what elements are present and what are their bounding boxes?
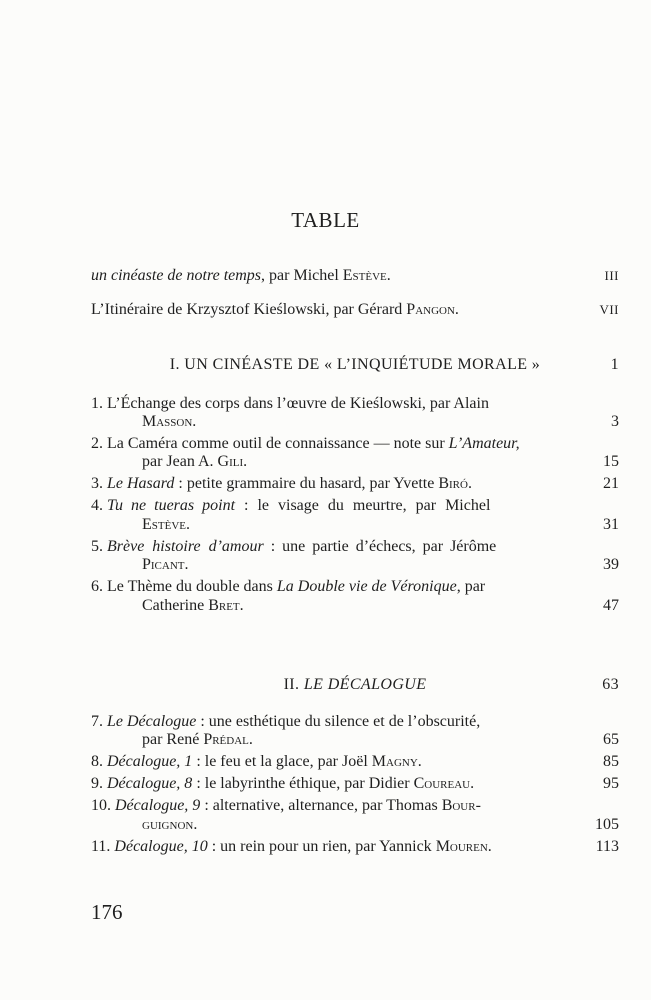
page-number: 47 bbox=[603, 597, 619, 614]
toc-entry-5 bbox=[91, 537, 619, 557]
entry-author: Estève. bbox=[342, 267, 391, 284]
toc-entry-7 bbox=[91, 712, 619, 732]
section-label-italic: LE DÉCALOGUE bbox=[303, 676, 427, 693]
page-number: 31 bbox=[603, 516, 619, 533]
entry-number: 9. bbox=[91, 775, 103, 792]
toc-entry-preface bbox=[91, 266, 619, 286]
toc-entry-2 bbox=[91, 434, 619, 454]
entry-author: Prédal. bbox=[203, 731, 253, 748]
entry-author: Coureau. bbox=[413, 775, 475, 792]
entry-italic-title: Décalogue, 8 bbox=[107, 775, 193, 792]
toc-entry-6-cont bbox=[142, 596, 619, 616]
entry-text-end: , par bbox=[456, 578, 486, 595]
entry-author: Pangon. bbox=[406, 301, 459, 318]
page-number: 39 bbox=[603, 556, 619, 573]
entry-number: 6. bbox=[91, 578, 103, 595]
section-label: II. bbox=[283, 676, 304, 693]
toc-entry-8 bbox=[91, 752, 619, 772]
entry-author: Magny. bbox=[371, 753, 422, 770]
entry-author: Masson. bbox=[142, 413, 197, 430]
page-number: 21 bbox=[603, 475, 619, 492]
entry-author: Biró. bbox=[438, 475, 472, 492]
entry-number: 3. bbox=[91, 475, 103, 492]
entry-number: 8. bbox=[91, 753, 103, 770]
entry-text: : le labyrinthe éthique, par Didier bbox=[192, 775, 414, 792]
entry-text: : une partie d’échecs, par Jérôme bbox=[263, 538, 497, 555]
toc-entry-4 bbox=[91, 496, 619, 516]
entry-author: guignon. bbox=[142, 816, 198, 833]
page-number: 1 bbox=[610, 356, 619, 373]
toc-entry-6 bbox=[91, 577, 619, 597]
entry-text: 1. L’Échange des corps dans l’œuvre de Kieślowski, par Alain bbox=[91, 395, 489, 412]
page-number: 15 bbox=[603, 453, 619, 470]
entry-text: : le visage du meurtre, par Michel bbox=[235, 497, 491, 514]
toc-entry-4-cont bbox=[142, 515, 619, 535]
toc-entry-9 bbox=[91, 774, 619, 794]
toc-entry-5-cont bbox=[142, 555, 619, 575]
toc-entry-7-cont bbox=[142, 730, 619, 750]
page-number: 113 bbox=[595, 838, 619, 855]
page-title: TABLE bbox=[291, 208, 360, 232]
entry-italic-title: La Double vie de Véronique bbox=[276, 578, 457, 595]
entry-author: Bour- bbox=[441, 797, 481, 814]
entry-text: , par Michel bbox=[261, 267, 343, 284]
entry-text: : alternative, alternance, par Thomas bbox=[200, 797, 442, 814]
page-number: III bbox=[604, 268, 619, 283]
entry-author: Mouren. bbox=[435, 838, 492, 855]
section-heading-1 bbox=[91, 355, 619, 375]
toc-entry-itinerary bbox=[91, 300, 619, 320]
entry-text: : une esthétique du silence et de l’obscurité, bbox=[196, 713, 481, 730]
page-number: 95 bbox=[603, 775, 619, 792]
folio-page-number: 176 bbox=[91, 900, 123, 924]
toc-entry-10-cont bbox=[142, 815, 619, 835]
entry-text: L’Itinéraire de Krzysztof Kieślowski, par Gérard bbox=[91, 301, 407, 318]
section-heading-2 bbox=[91, 675, 619, 695]
toc-entry-2-cont bbox=[142, 452, 619, 472]
entry-text: : le feu et la glace, par Joël bbox=[192, 753, 372, 770]
entry-text: par Jean A. bbox=[142, 453, 218, 470]
entry-italic-title: Brève histoire d’amour bbox=[107, 538, 264, 555]
entry-italic-title: Décalogue, 9 bbox=[115, 797, 201, 814]
entry-text: : un rein pour un rien, par Yannick bbox=[207, 838, 436, 855]
toc-entry-10 bbox=[91, 796, 619, 816]
toc-entry-1 bbox=[91, 394, 619, 414]
page-number: VII bbox=[599, 302, 619, 317]
entry-text: 2. La Caméra comme outil de connaissance — note sur bbox=[91, 435, 449, 452]
page-number: 85 bbox=[603, 753, 619, 770]
entry-number: 4. bbox=[91, 497, 103, 514]
entry-author: Picant. bbox=[142, 556, 189, 573]
entry-text: : petite grammaire du hasard, par Yvette bbox=[174, 475, 439, 492]
page-number: 3 bbox=[611, 413, 619, 430]
entry-italic-title: Le Décalogue bbox=[107, 713, 197, 730]
entry-number: 11. bbox=[91, 838, 111, 855]
toc-entry-3 bbox=[91, 474, 619, 494]
entry-number: 5. bbox=[91, 538, 103, 555]
section-label: I. UN CINÉASTE DE « L’INQUIÉTUDE MORALE » bbox=[169, 356, 541, 373]
entry-italic-title: un cinéaste de notre temps bbox=[91, 267, 262, 284]
page-number: 105 bbox=[595, 816, 619, 833]
entry-text: par René bbox=[142, 731, 204, 748]
entry-italic-title: Tu ne tueras point bbox=[107, 497, 236, 514]
page-number: 63 bbox=[602, 676, 619, 693]
entry-author: Bret. bbox=[208, 597, 244, 614]
page-number: 65 bbox=[603, 731, 619, 748]
toc-entry-11 bbox=[91, 837, 619, 857]
entry-italic-title: L’Amateur, bbox=[448, 435, 520, 452]
entry-italic-title: Décalogue, 1 bbox=[107, 753, 193, 770]
entry-author: Gili. bbox=[217, 453, 248, 470]
entry-number: 7. bbox=[91, 713, 103, 730]
entry-text: Catherine bbox=[142, 597, 209, 614]
entry-italic-title: Décalogue, 10 bbox=[114, 838, 208, 855]
entry-author: Estève. bbox=[142, 516, 190, 533]
entry-text: Le Thème du double dans bbox=[107, 578, 277, 595]
toc-entry-1-cont bbox=[142, 412, 619, 432]
entry-italic-title: Le Hasard bbox=[107, 475, 175, 492]
entry-number: 10. bbox=[91, 797, 111, 814]
